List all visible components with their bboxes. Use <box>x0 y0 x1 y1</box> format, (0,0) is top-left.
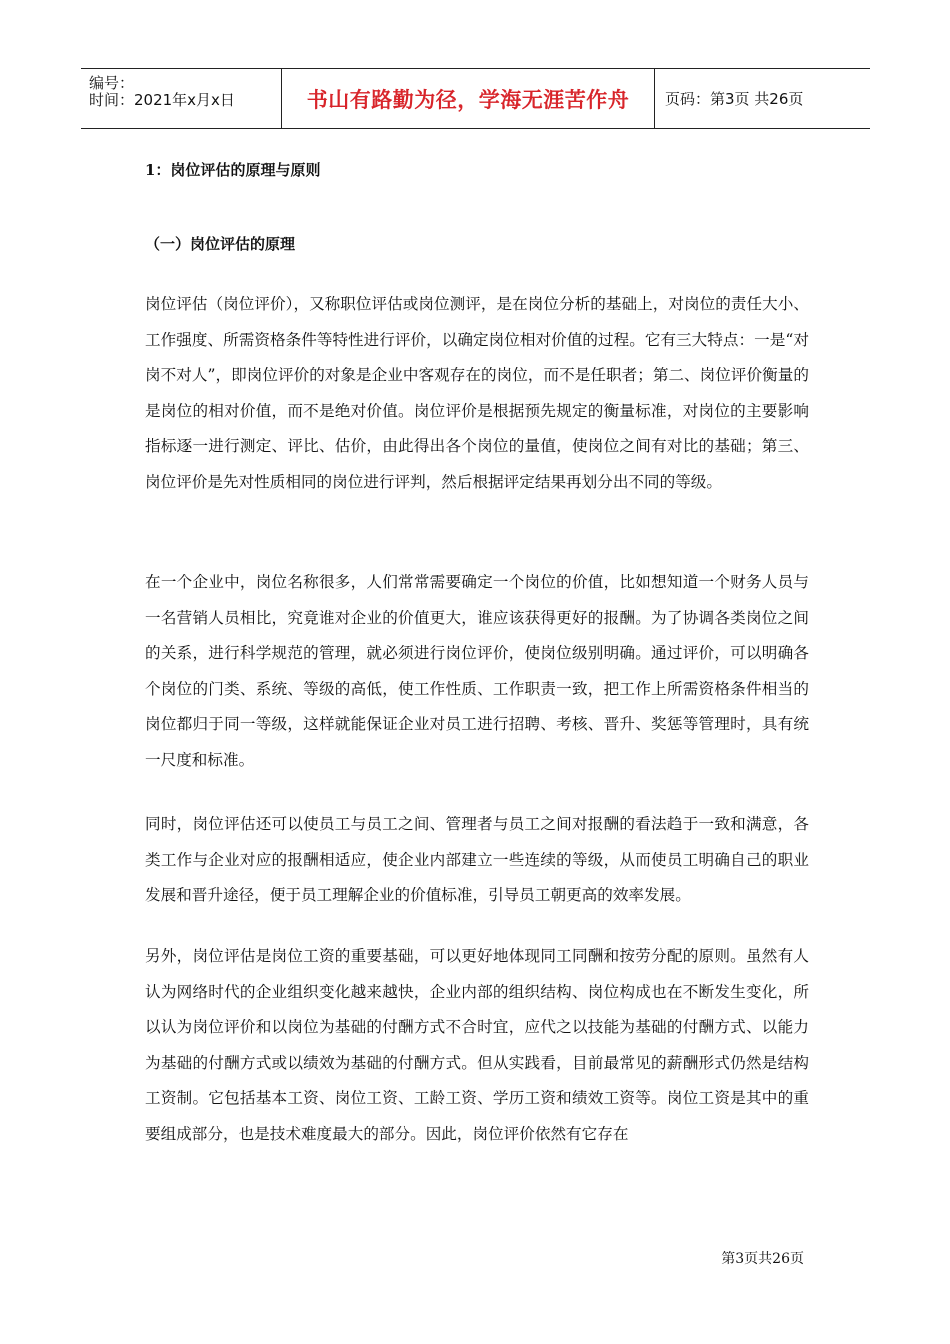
footer-page-number: 第3页共26页 <box>721 1251 804 1267</box>
header-motto-cell <box>282 69 655 128</box>
serial-number-label: 编号： <box>89 74 135 92</box>
paragraph: 在一个企业中，岗位名称很多，人们常常需要确定一个岗位的价值，比如想知道一个财务人员与一名营销人员相比，究竟谁对企业的价值更大，谁应该获得更好的报酬。为了协调各类岗位之间的关系，进行科学规范的管理，就必须进行岗位评价，使岗位级别明确。通过评价，可以明确各个岗位的门类、系统、等级的高低，使工作性质、工作职责一致，把工作上所需资格条件相当的岗位都归于同一等级，这样就能保证企业对员工进行招聘、考核、晋升、奖惩等管理时，具有统一尺度和标准。 <box>145 573 809 769</box>
paragraph: 另外，岗位评估是岗位工资的重要基础，可以更好地体现同工同酬和按劳分配的原则。虽然有人认为网络时代的企业组织变化越来越快，企业内部的组织结构、岗位构成也在不断发生变化，所以认为岗位评价和以岗位为基础的付酬方式不合时宜，应代之以技能为基础的付酬方式、以能力为基础的付酬方式或以绩效为基础的付酬方式。但从实践看，目前最常见的薪酬形式仍然是结构工资制。它包括基本工资、岗位工资、工龄工资、学历工资和绩效工资等。岗位工资是其中的重要组成部分，也是技术难度最大的部分。因此，岗位评价依然有它存在 <box>145 947 809 1143</box>
paragraph: 同时，岗位评估还可以使员工与员工之间、管理者与员工之间对报酬的看法趋于一致和满意，各类工作与企业对应的报酬相适应，使企业内部建立一些连续的等级，从而使员工明确自己的职业发展和晋升途径，便于员工理解企业的价值标准，引导员工朝更高的效率发展。 <box>145 815 809 904</box>
header-meta-cell <box>81 69 282 128</box>
date-text: 时间：2021年x月x日 <box>89 91 235 109</box>
subsection-heading: （一）岗位评估的原理 <box>145 235 296 253</box>
section-heading: 1：岗位评估的原理与原则 <box>145 161 321 179</box>
header-page-number: 页码：第3页 共26页 <box>665 90 804 108</box>
page-header <box>81 68 870 129</box>
header-page-cell <box>655 69 870 128</box>
paragraph: 岗位评估（岗位评价），又称职位评估或岗位测评，是在岗位分析的基础上，对岗位的责任大小、工作强度、所需资格条件等特性进行评价，以确定岗位相对价值的过程。它有三大特点：一是“对岗不对人”，即岗位评价的对象是企业中客观存在的岗位，而不是任职者；第二、岗位评价衡量的是岗位的相对价值，而不是绝对价值。岗位评价是根据预先规定的衡量标准，对岗位的主要影响指标逐一进行测定、评比、估价，由此得出各个岗位的量值，使岗位之间有对比的基础；第三、岗位评价是先对性质相同的岗位进行评判，然后根据评定结果再划分出不同的等级。 <box>145 295 809 491</box>
motto-text: 书山有路勤为径，学海无涯苦作舟 <box>306 87 630 112</box>
